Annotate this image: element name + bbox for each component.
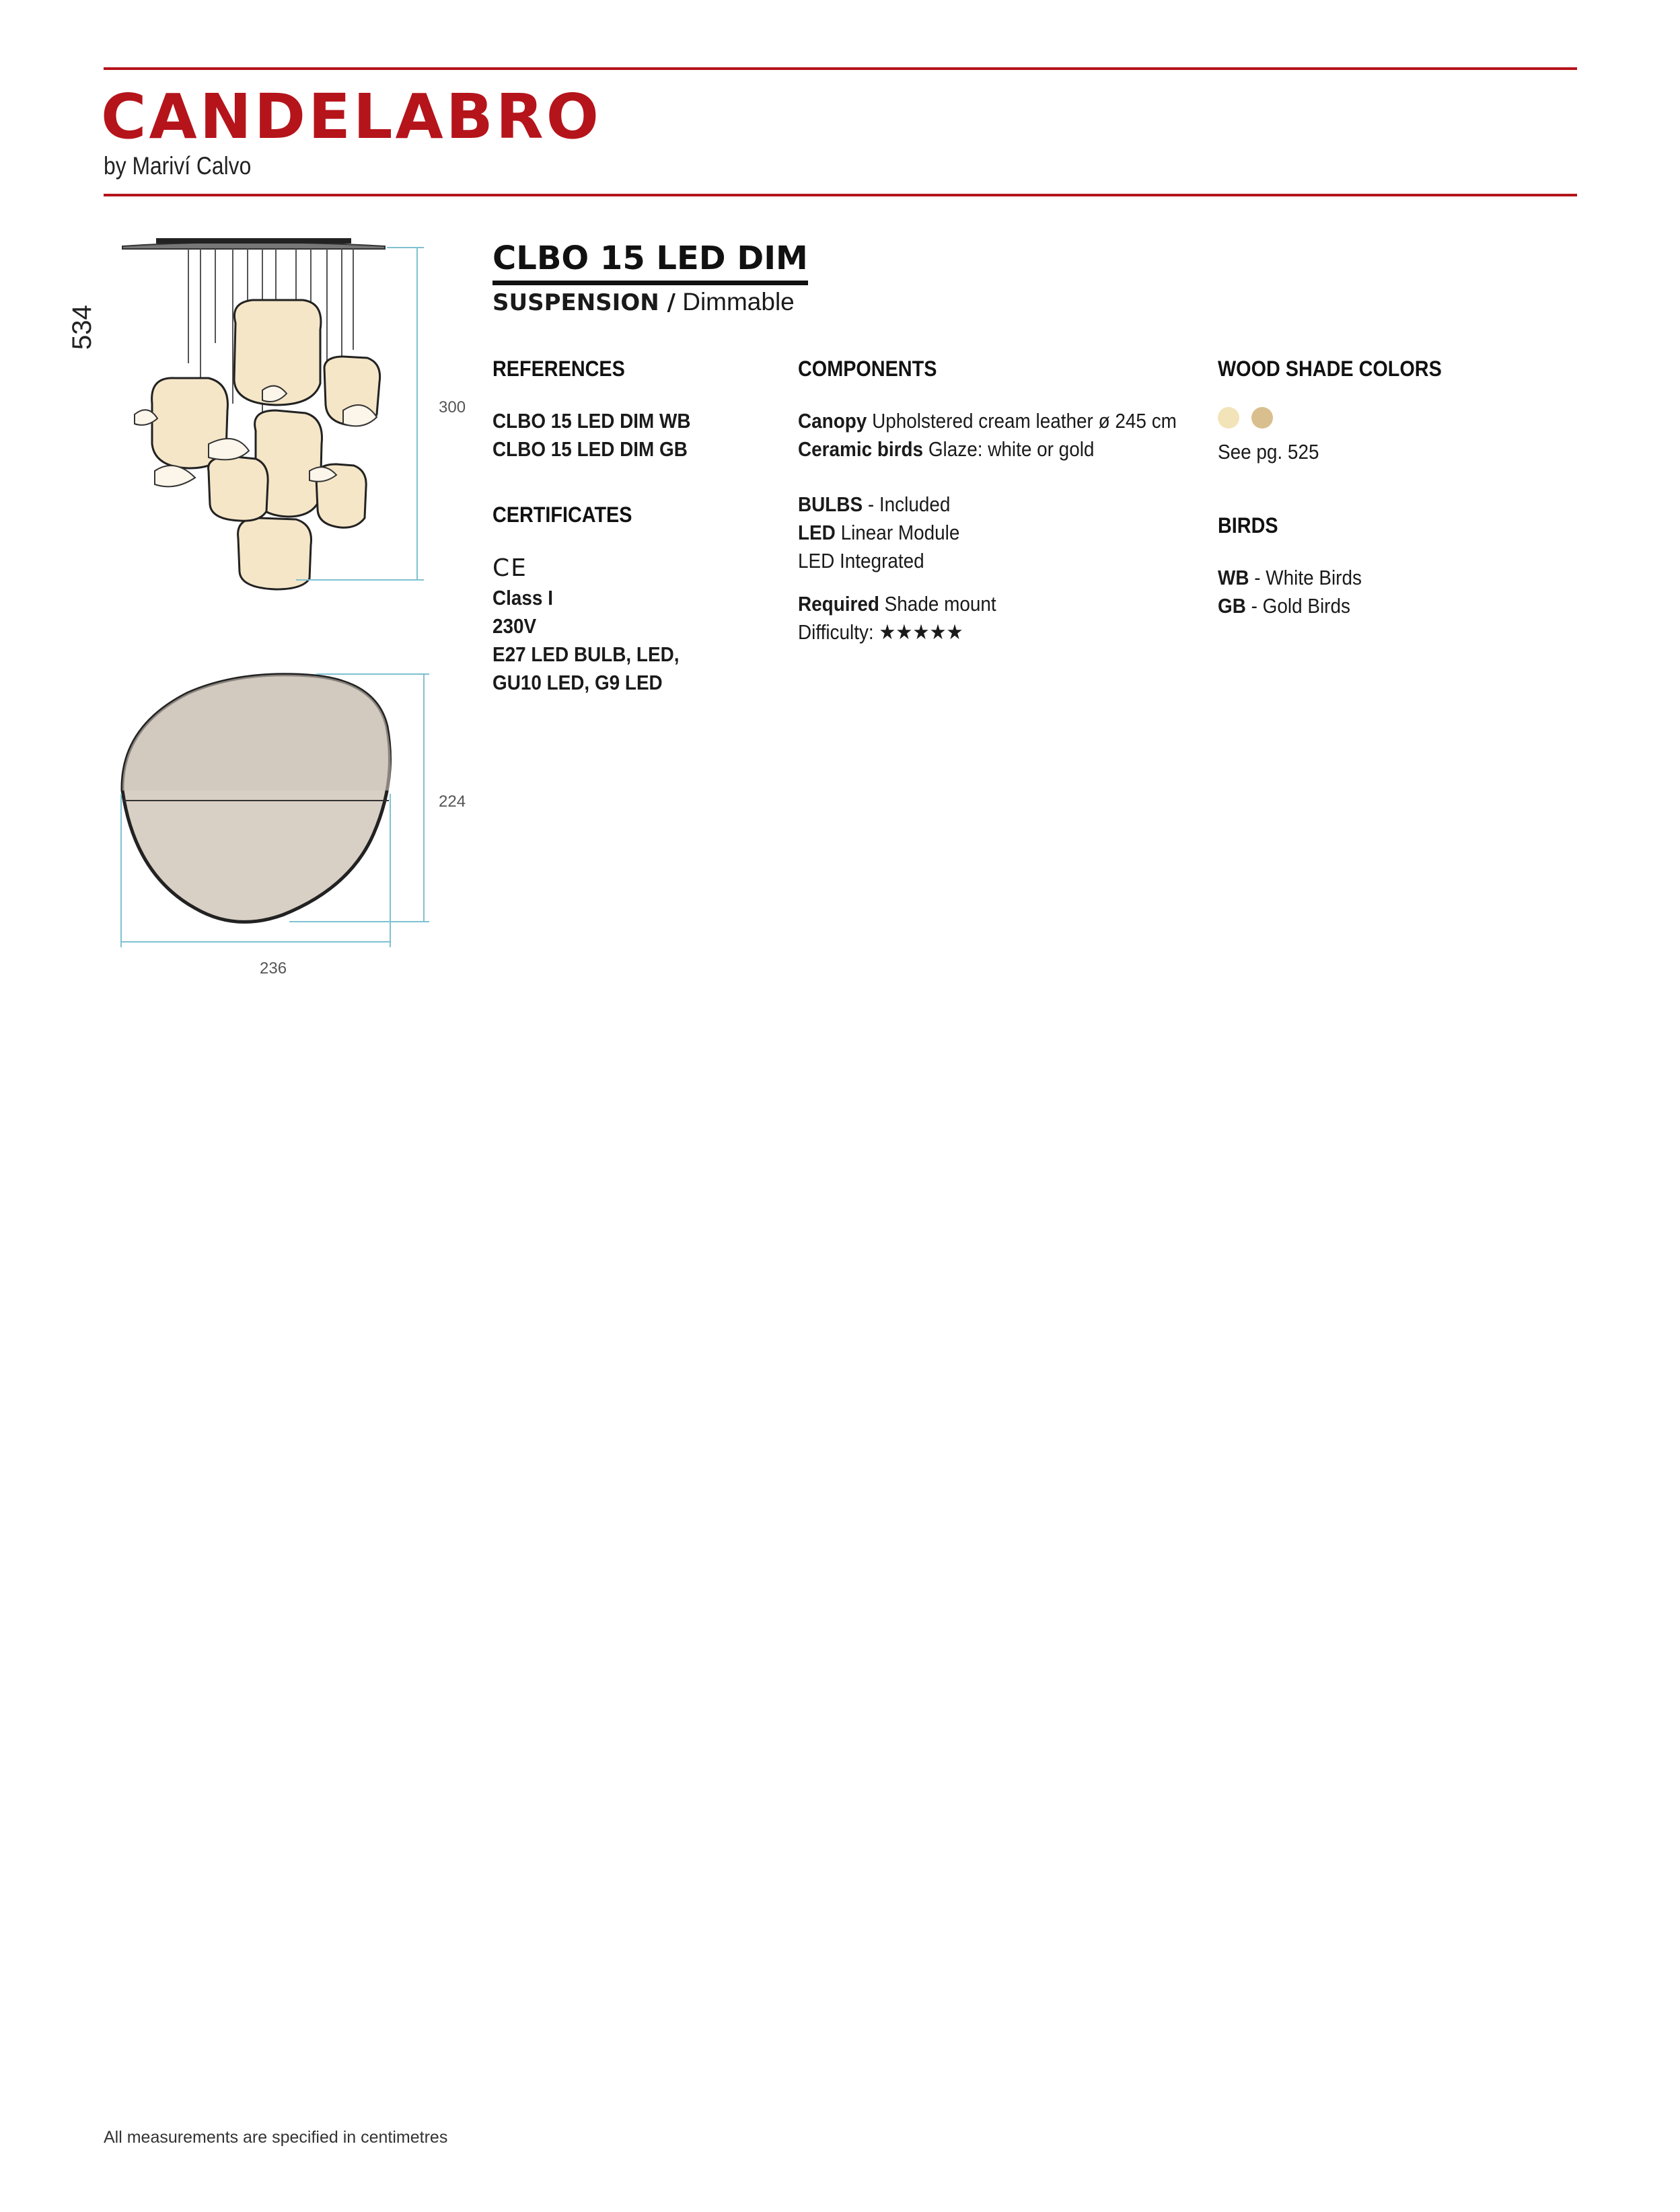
plan-width-label: 236 (260, 959, 287, 978)
bulbs-line: BULBS - Included (798, 492, 951, 516)
wood-shade-column (1218, 357, 1467, 620)
designer-credit: by Mariví Calvo (104, 152, 252, 180)
required-line: Required Shade mount (798, 592, 996, 616)
elevation-drawing (74, 229, 437, 592)
total-height-dimension: 534 (67, 305, 97, 350)
difficulty-line: Difficulty: ★★★★★ (798, 620, 963, 644)
components-heading: COMPONENTS (798, 357, 937, 381)
color-swatch-light (1218, 407, 1239, 429)
color-swatches (1218, 407, 1467, 438)
plan-drawing (114, 666, 431, 962)
wood-shades (152, 300, 380, 589)
ceramic-birds-line: Ceramic birds Glaze: white or gold (798, 437, 1095, 461)
certificates-heading: CERTIFICATES (492, 503, 632, 527)
product-type-bold: SUSPENSION / (492, 289, 675, 316)
canopy-top (156, 238, 351, 244)
reference-item: CLBO 15 LED DIM WB (492, 409, 691, 433)
product-type-normal: Dimmable (682, 288, 795, 316)
brand-title: CANDELABRO (101, 81, 601, 153)
birds-wb-line: WB - White Birds (1218, 566, 1362, 589)
top-rule (104, 67, 1577, 70)
product-type (492, 288, 795, 316)
certificate-item: GU10 LED, G9 LED (492, 671, 663, 694)
led-integrated-line: LED Integrated (798, 549, 924, 573)
canopy-plan-top (122, 675, 391, 790)
wood-shade-heading: WOOD SHADE COLORS (1218, 357, 1442, 381)
certificate-item: 230V (492, 614, 537, 638)
shade-low-left (209, 456, 268, 521)
product-name: CLBO 15 LED DIM (492, 241, 808, 285)
plan-depth-label: 224 (439, 792, 466, 811)
shade-bottom (238, 518, 312, 589)
birds-gb-line: GB - Gold Birds (1218, 594, 1350, 618)
birds-heading: BIRDS (1218, 513, 1278, 538)
led-line: LED Linear Module (798, 521, 960, 544)
reference-item: CLBO 15 LED DIM GB (492, 437, 688, 461)
certificate-item: E27 LED BULB, LED, (492, 642, 680, 666)
ce-mark-icon: CE (492, 554, 527, 582)
color-swatch-dark (1251, 407, 1273, 429)
see-page-note: See pg. 525 (1218, 440, 1319, 464)
references-heading: REFERENCES (492, 357, 625, 381)
header-bottom-rule (104, 194, 1577, 196)
body-height-label: 300 (439, 398, 466, 416)
components-column (798, 357, 1218, 647)
references-column (492, 357, 713, 697)
certificate-item: Class I (492, 586, 553, 610)
canopy-line: Canopy Upholstered cream leather ø 245 cm (798, 409, 1177, 433)
footer-note: All measurements are specified in centimetres (104, 2128, 448, 2147)
